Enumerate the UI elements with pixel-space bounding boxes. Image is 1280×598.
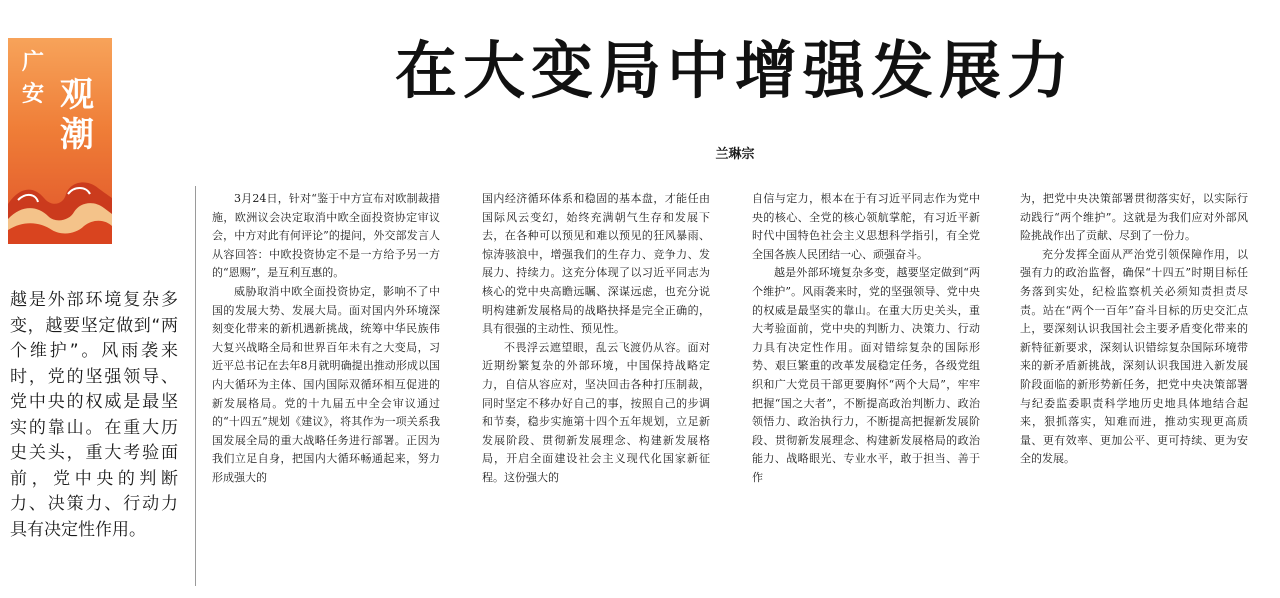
badge-char: 潮 — [60, 115, 94, 155]
paragraph: 威胁取消中欧全面投资协定，影响不了中国的发展大势、发展大局。面对国内外环境深刻变化带来的新机遇新挑战，统筹中华民族伟大复兴战略全局和世界百年未有之大变局，习近平总书记在去年8月就明确提出推动形成以国内大循环为主体、国内国际双循环相互促进的新发展格局。党的十九届五中全会审议通过的“十四五”规划《建议》，将其作为一项关系我国发展全局的重大战略任务进行部署。正因为我们立足自身，把国内大循环畅通起来，努力形成强大的 — [212, 284, 440, 484]
article-column-3 — [752, 190, 980, 582]
paragraph: 自信与定力，根本在于有习近平同志作为党中央的核心、全党的核心领航掌舵，有习近平新时代中国特色社会主义思想科学指引，有全党全国各族人民团结一心、顽强奋斗。 — [752, 192, 980, 261]
headline: 在大变局中增强发展力 — [394, 34, 1075, 107]
pull-quote: 越是外部环境复杂多变，越要坚定做到“两个维护”。风雨袭来时，党的坚强领导、党中央的权威是最坚实的靠山。在重大历史关头，重大考验面前，党中央的判断力、决策力、行动力具有决定性作用。 — [10, 290, 178, 540]
author-byline: 兰琳宗 — [715, 147, 755, 162]
badge-char: 安 — [22, 82, 45, 107]
paragraph: 国内经济循环体系和稳固的基本盘，才能任由国际风云变幻，始终充满朝气生存和发展下去，在各种可以预见和难以预见的狂风暴雨、惊涛骇浪中，增强我们的生存力、竞争力、发展力、持续力。这充分体现了以习近平同志为核心的党中央高瞻远瞩、深谋远虑，也充分说明构建新发展格局的战略抉择是完全正确的，具有很强的主动性、预见性。 — [482, 192, 710, 336]
article-column-4 — [1020, 190, 1248, 582]
badge-char: 广 — [22, 50, 45, 75]
paragraph: 不畏浮云遮望眼，乱云飞渡仍从容。面对近期纷繁复杂的外部环境，中国保持战略定力，自信从容应对，坚决回击各种打压制裁，同时坚定不移办好自己的事，按照自己的步调和节奏，稳步实施第十四个五年规划，立足新发展阶段、贯彻新发展理念、构建新发展格局，开启全面建设社会主义现代化国家新征程。这份强大的 — [482, 340, 710, 484]
paragraph: 为，把党中央决策部署贯彻落实好，以实际行动践行“两个维护”。这就是为我们应对外部风险挑战作出了贡献、尽到了一份力。 — [1020, 192, 1248, 243]
article-column-1 — [212, 190, 440, 582]
article-column-2 — [482, 190, 710, 582]
column-logo-badge — [8, 38, 112, 244]
paragraph: 3月24日，针对“鉴于中方宣布对欧制裁措施，欧洲议会决定取消中欧全面投资协定审议会，中方对此有何评论”的提问，外交部发言人从容回答：中欧投资协定不是一方给予另一方的“恩赐”，是互利互惠的。 — [212, 192, 440, 280]
column-divider — [195, 186, 196, 586]
paragraph: 越是外部环境复杂多变，越要坚定做到“两个维护”。风雨袭来时，党的坚强领导、党中央的权威是最坚实的靠山。在重大历史关头，重大考验面前，党中央的判断力、决策力、行动力具有决定性作用。面对错综复杂的国际形势、艰巨繁重的改革发展稳定任务，各级党组织和广大党员干部更要胸怀“两个大局”，牢牢把握“国之大者”，不断提高政治判断力、政治领悟力、政治执行力，不断提高把握新发展阶段、贯彻新发展理念、构建新发展格局的政治能力、战略眼光、专业水平，敢于担当、善于作 — [752, 266, 980, 484]
badge-char: 观 — [60, 75, 94, 115]
paragraph: 充分发挥全面从严治党引领保障作用，以强有力的政治监督，确保“十四五”时期目标任务落到实处，纪检监察机关必须知责担责尽责。站在“两个一百年”奋斗目标的历史交汇点上，要深刻认识我国社会主要矛盾变化带来的新特征新要求，深刻认识错综复杂国际环境带来的新矛盾新挑战，深刻认识我国进入新发展阶段面临的新形势新任务，把党中央决策部署与纪委监委职责科学地历史地具体地结合起来，狠抓落实，知难而进，推动实现更高质量、更有效率、更加公平、更可持续、更为安全的发展。 — [1020, 247, 1248, 466]
wave-decoration-icon — [8, 164, 112, 244]
